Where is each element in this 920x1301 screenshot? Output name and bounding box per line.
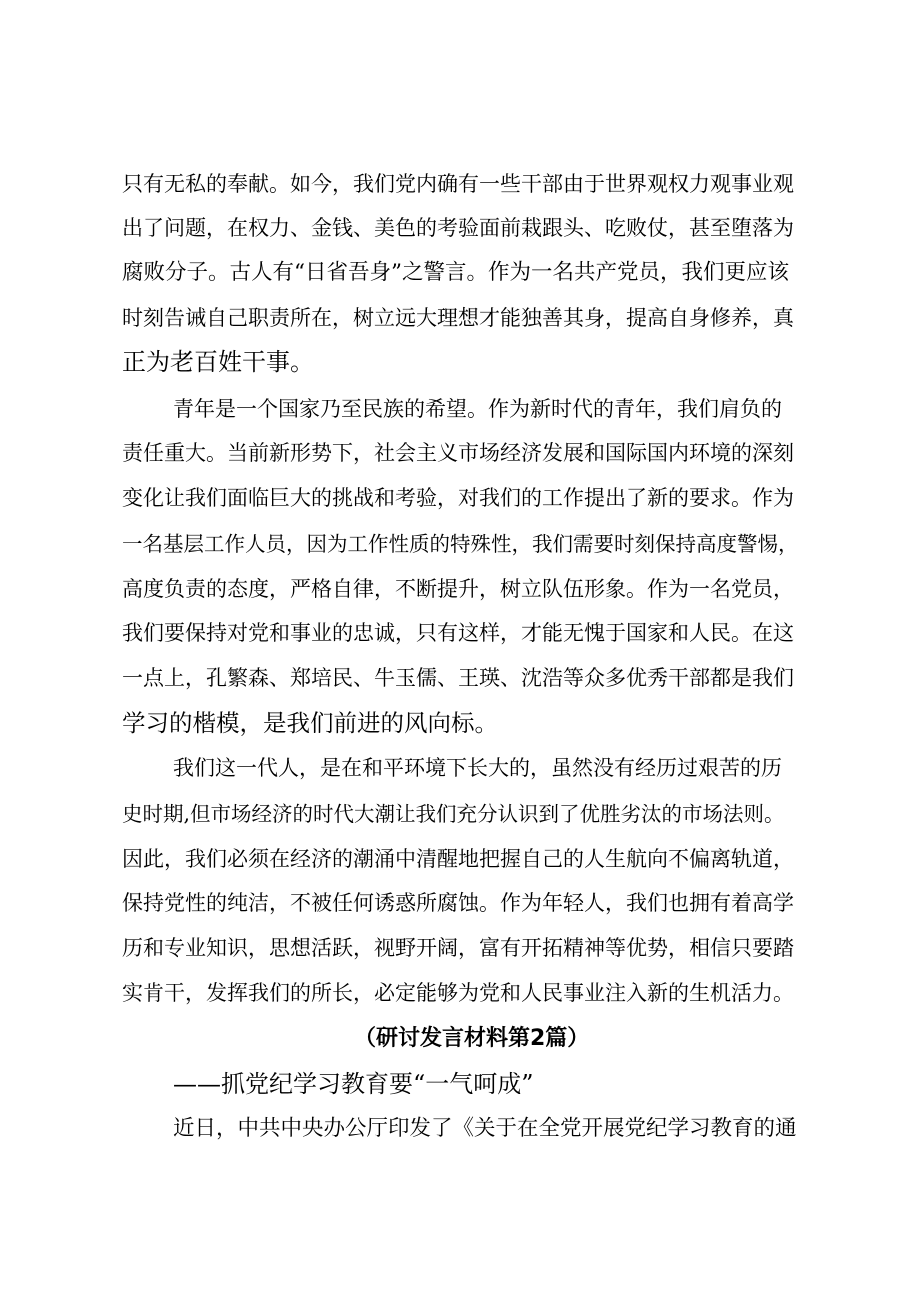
body-line-16: 因此，我们必须在经济的潮涌中清醒地把握自己的人生航向不偏离轨道， bbox=[122, 847, 794, 871]
body-line-15: 史时期,但市场经济的时代大潮让我们充分认识到了优胜劣汰的市场法则。 bbox=[122, 802, 785, 826]
body-line-4: 时刻告诫自己职责所在，树立远大理想才能独善其身，提高自身修养，真 bbox=[122, 306, 794, 330]
body-line-1: 只有无私的奉献。如今，我们党内确有一些干部由于世界观权力观事业观 bbox=[122, 172, 794, 196]
body-line-5: 正为老百姓干事。 bbox=[122, 348, 314, 376]
body-line-8: 变化让我们面临巨大的挑战和考验，对我们的工作提出了新的要求。作为 bbox=[122, 486, 794, 510]
section-heading: （研讨发言材料第2篇） bbox=[354, 1026, 590, 1051]
body-line-18: 历和专业知识，思想活跃，视野开阔，富有开拓精神等优势，相信只要踏 bbox=[122, 936, 794, 960]
body-line-11: 我们要保持对党和事业的忠诚，只有这样，才能无愧于国家和人民。在这 bbox=[122, 621, 794, 645]
body-line-3: 腐败分子。古人有“日省吾身”之警言。作为一名共产党员，我们更应该 bbox=[122, 260, 789, 285]
body-line-19: 实肯干，发挥我们的所长，必定能够为党和人民事业注入新的生机活力。 bbox=[122, 981, 794, 1005]
body-line-17: 保持党性的纯洁，不被任何诱惑所腐蚀。作为年轻人，我们也拥有着高学 bbox=[122, 891, 794, 915]
body-line-10: 高度负责的态度，严格自律，不断提升，树立队伍形象。作为一名党员， bbox=[122, 577, 794, 601]
body-line-9: 一名基层工作人员，因为工作性质的特殊性，我们需要时刻保持高度警惕， bbox=[122, 532, 799, 556]
body-line-6: 青年是一个国家乃至民族的希望。作为新时代的青年，我们肩负的 bbox=[173, 397, 782, 421]
section-subtitle: ——抓党纪学习教育要“一气呵成” bbox=[173, 1070, 534, 1098]
body-line-20: 近日，中共中央办公厅印发了《关于在全党开展党纪学习教育的通 bbox=[173, 1116, 797, 1141]
body-line-7: 责任重大。当前新形势下，社会主义市场经济发展和国际国内环境的深刻 bbox=[122, 441, 794, 465]
body-line-14: 我们这一代人，是在和平环境下长大的，虽然没有经历过艰苦的历 bbox=[173, 756, 782, 780]
body-line-12: 一点上，孔繁森、郑培民、牛玉儒、王瑛、沈浩等众多优秀干部都是我们 bbox=[122, 666, 794, 690]
body-line-2: 出了问题，在权力、金钱、美色的考验面前栽跟头、吃败仗，甚至堕落为 bbox=[122, 216, 794, 240]
body-line-13: 学习的楷模，是我们前进的风向标。 bbox=[122, 709, 498, 737]
